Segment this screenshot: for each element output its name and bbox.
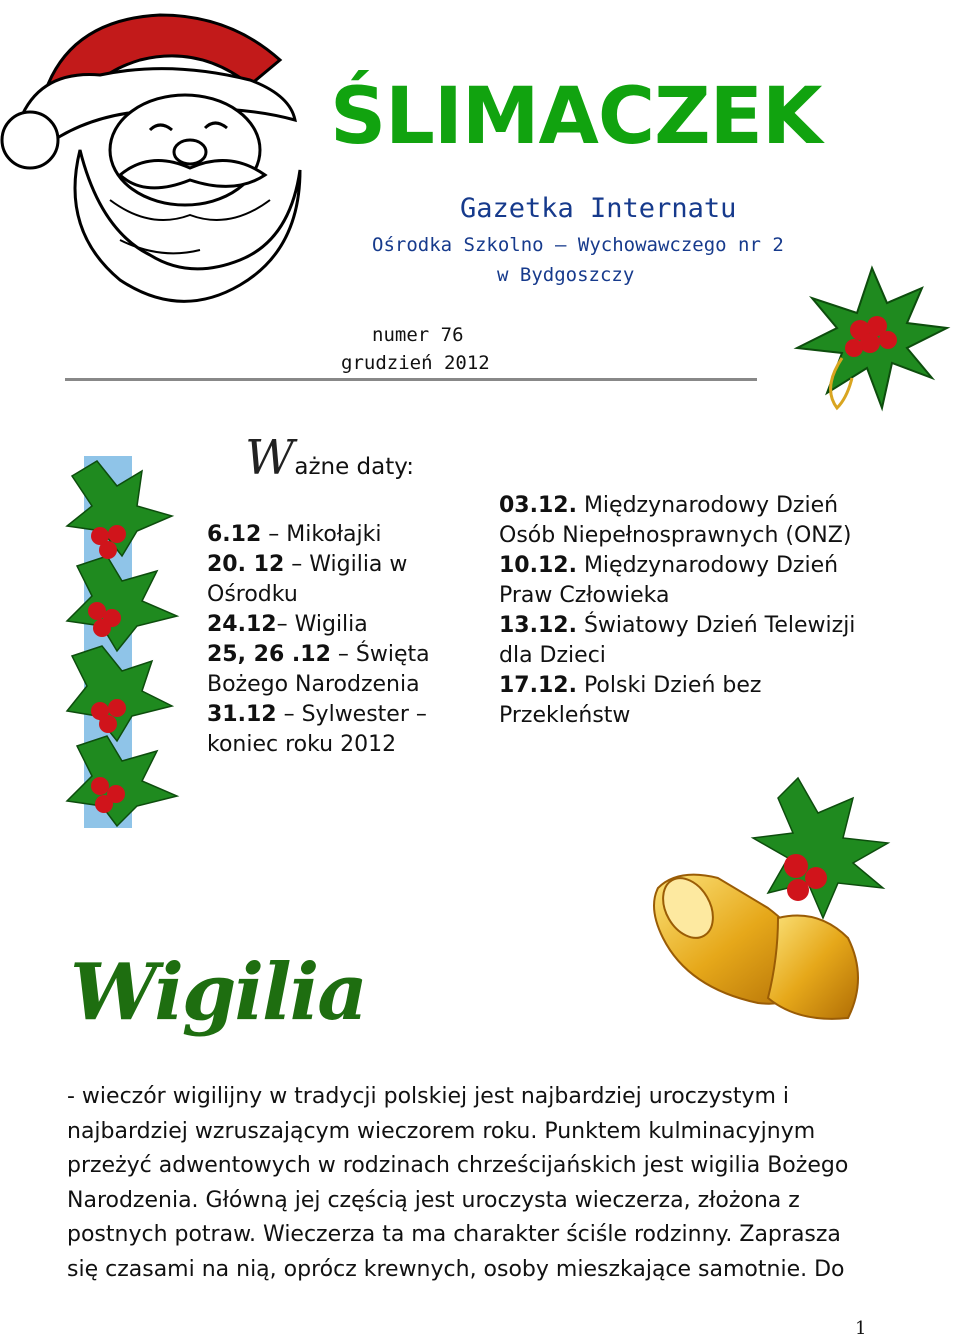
list-item [207, 640, 467, 700]
entry-text: Mikołajki [286, 522, 382, 547]
dates-list-right [499, 491, 879, 731]
article-body: - wieczór wigilijny w tradycji polskiej jest najbardziej uroczystym i najbardziej wzruszającym wieczorem roku. Punktem kulminacyjnym przeżyć adwentowych w rodzinach chrześcijańskich jest wigilia Bożego Narodzenia. Główną jej częścią jest uroczysta wieczerza, złożona z postnych potraw. Wieczerza ta ma charakter ściśle rodzinny. Zaprasza się czasami na nią, oprócz krewnych, osoby mieszkające samotnie. Do [67, 1084, 849, 1282]
list-item [207, 700, 467, 760]
entry-date: 24.12 [207, 612, 277, 637]
important-dates-heading [245, 430, 414, 486]
entry-date: 6.12 [207, 522, 262, 547]
entry-separator: – [261, 522, 287, 547]
entry-separator: – [330, 642, 356, 667]
entry-date: 31.12 [207, 702, 277, 727]
entry-separator: – [276, 702, 302, 727]
issue-date: grudzień 2012 [341, 352, 490, 374]
entry-date: 20. 12 [207, 552, 285, 577]
article-title: Wigilia [70, 947, 366, 1038]
entry-text: Wigilia w Ośrodku [207, 552, 408, 607]
entry-text: Międzynarodowy Dzień Osób Niepełnosprawnych (ONZ) [499, 493, 852, 548]
list-item [207, 520, 467, 550]
holly-sprig-icon [782, 258, 960, 418]
organization-line-2: w Bydgoszczy [497, 264, 635, 286]
christmas-bell-icon [648, 768, 910, 1030]
list-item [207, 610, 467, 640]
entry-date: 25, 26 .12 [207, 642, 331, 667]
entry-text: Międzynarodowy Dzień Praw Człowieka [499, 553, 839, 608]
heading-rest: ażne daty: [294, 454, 414, 480]
organization-line-1: Ośrodka Szkolno – Wychowawczego nr 2 [372, 234, 784, 256]
newsletter-title: ŚLIMACZEK [330, 72, 822, 162]
entry-date: 17.12. [499, 673, 577, 698]
entry-date: 03.12. [499, 493, 577, 518]
entry-separator: – [284, 552, 310, 577]
page-number: 1 [855, 1318, 867, 1339]
holly-garland-border [62, 456, 192, 828]
list-item [499, 491, 879, 551]
entry-date: 10.12. [499, 553, 577, 578]
list-item [499, 551, 879, 611]
entry-text: Polski Dzień bez Przekleństw [499, 673, 762, 728]
header-divider [65, 378, 757, 381]
issue-number: numer 76 [372, 324, 464, 346]
entry-text: Światowy Dzień Telewizji dla Dzieci [499, 613, 856, 668]
entry-date: 13.12. [499, 613, 577, 638]
newsletter-subtitle: Gazetka Internatu [460, 193, 737, 224]
list-item [207, 550, 467, 610]
entry-separator: – [276, 612, 295, 637]
entry-text: Święta Bożego Narodzenia [207, 642, 430, 697]
santa-illustration [0, 0, 320, 320]
list-item [499, 671, 879, 731]
entry-text: Wigilia [294, 612, 368, 637]
list-item [499, 611, 879, 671]
entry-text: Sylwester – koniec roku 2012 [207, 702, 427, 757]
heading-initial: W [245, 430, 295, 486]
dates-list-left [207, 520, 467, 760]
